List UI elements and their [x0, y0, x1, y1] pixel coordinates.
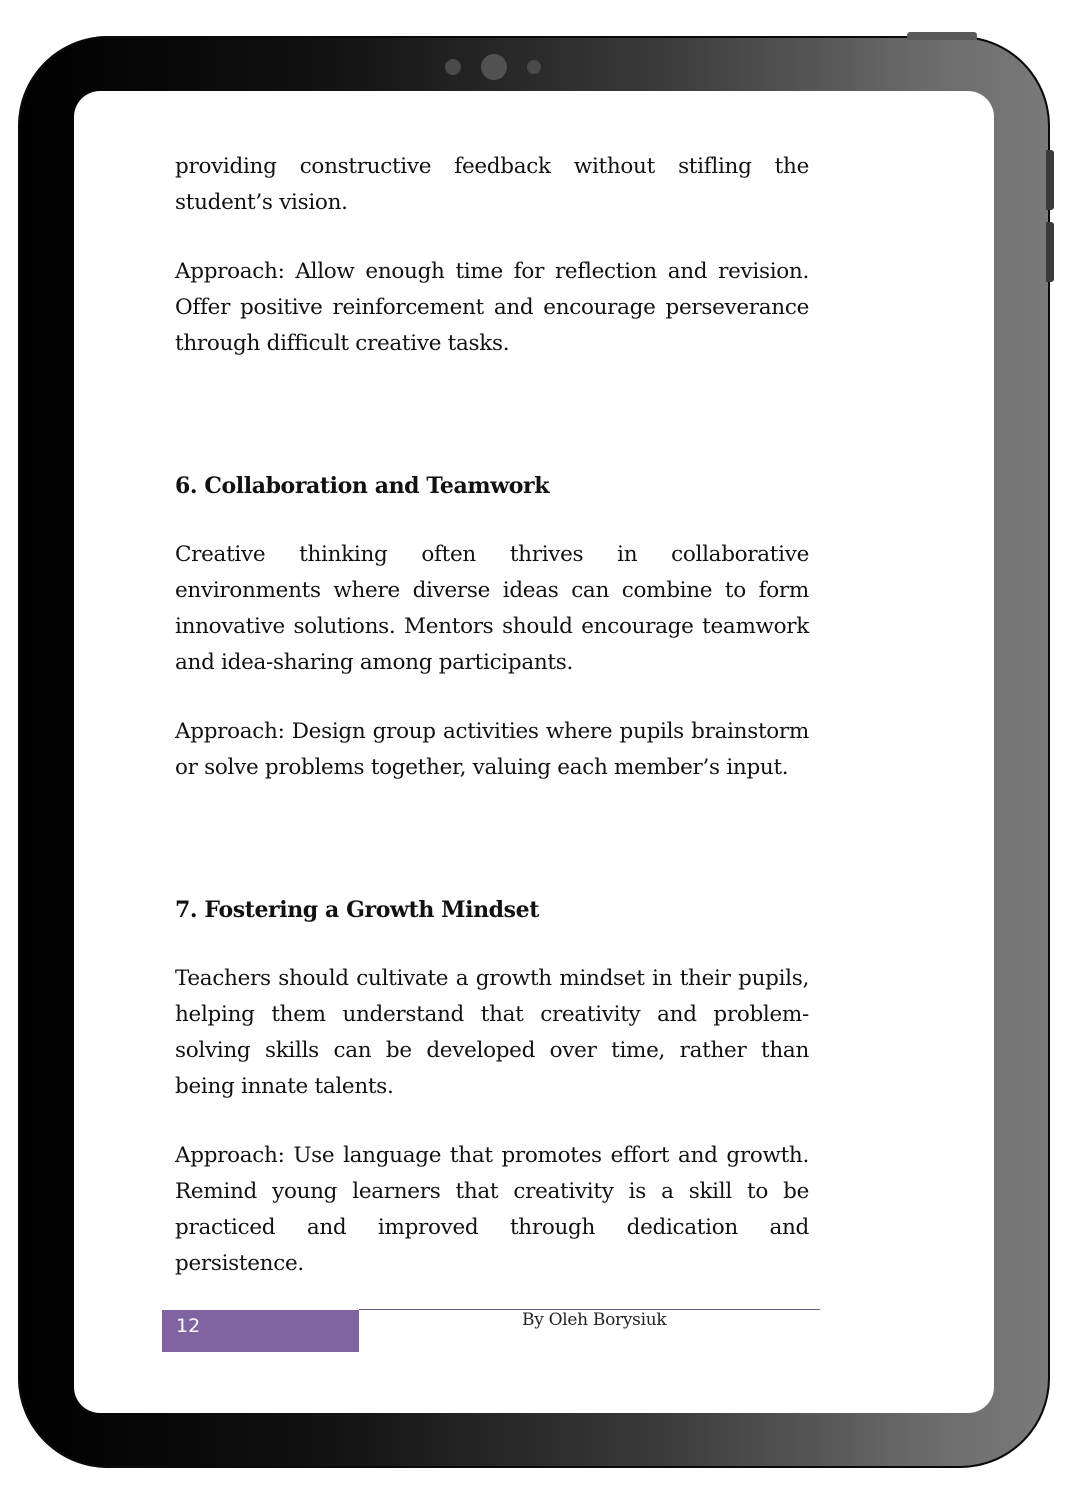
camera-icon [481, 54, 507, 80]
power-button [907, 32, 977, 40]
section-heading-collaboration: 6. Collaboration and Teamwork [175, 473, 550, 499]
paragraph-approach-reflection: Approach: Allow enough time for reflection and revision. Offer positive reinforcement and encourage perseverance through difficult creative tasks. [175, 259, 809, 356]
page-number-box [162, 1310, 359, 1352]
section-heading-growth-mindset: 7. Fostering a Growth Mindset [175, 897, 540, 923]
sensor-icon [445, 59, 461, 75]
paragraph-approach-group: Approach: Design group activities where pupils brainstorm or solve problems together, valuing each member’s input. [175, 719, 809, 780]
sensor-icon [527, 60, 541, 74]
page-number: 12 [176, 1315, 201, 1337]
paragraph-approach-language: Approach: Use language that promotes effort and growth. Remind young learners that creativity is a skill to be practiced and improved through dedication and persistence. [175, 1143, 809, 1276]
document-page-content [175, 149, 809, 1282]
paragraph-collaboration: Creative thinking often thrives in collaborative environments where diverse ideas can combine to form innovative solutions. Mentors should encourage teamwork and idea-sharing among participants. [175, 542, 809, 675]
tablet-screen [74, 91, 994, 1413]
volume-up-button [1046, 150, 1054, 210]
paragraph-growth-mindset: Teachers should cultivate a growth mindset in their pupils, helping them understand that creativity and problem-solving skills can be developed over time, rather than being innate talents. [175, 966, 809, 1099]
footer-author: By Oleh Borysiuk [522, 1310, 667, 1330]
volume-down-button [1046, 222, 1054, 282]
paragraph-feedback-continuation: providing constructive feedback without stifling the student’s vision. [175, 154, 809, 215]
